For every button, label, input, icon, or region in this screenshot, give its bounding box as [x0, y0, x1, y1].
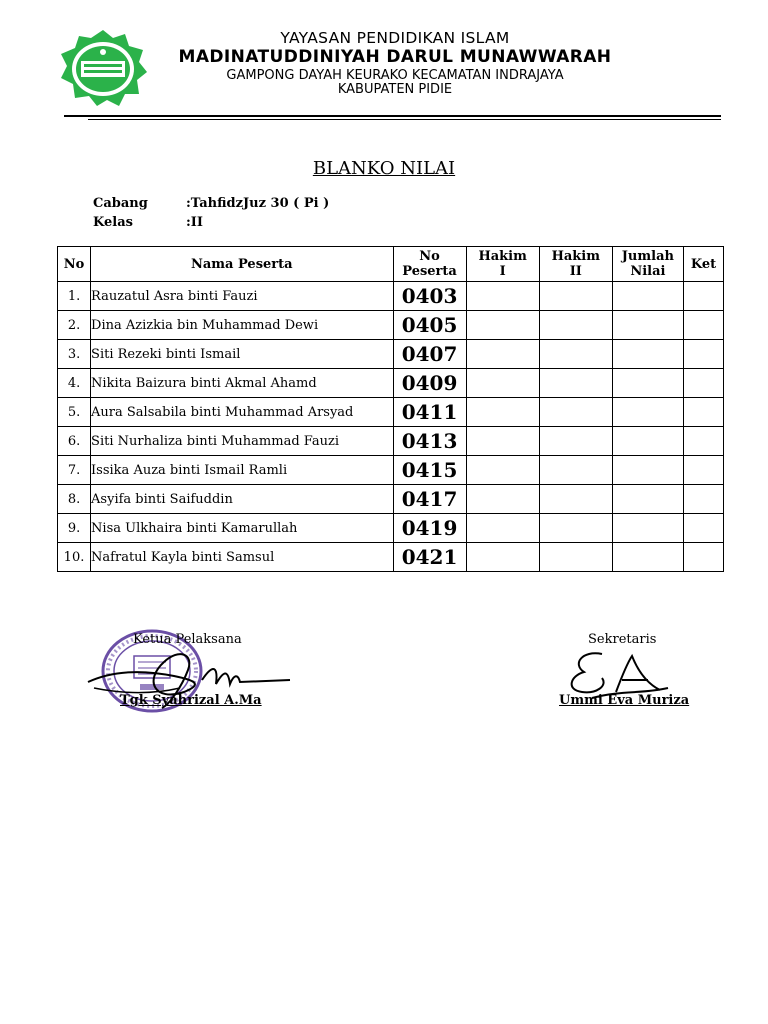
row-number: 8.: [58, 485, 91, 514]
participant-name: Asyifa binti Saifuddin: [91, 485, 393, 514]
school-emblem-icon: [57, 28, 149, 108]
row-number: 7.: [58, 456, 91, 485]
score-total: [612, 282, 683, 311]
col-header-ket: Ket: [683, 247, 723, 282]
header-rule-thick: [64, 115, 721, 117]
score-hakim-1: [466, 282, 539, 311]
participant-name: Siti Nurhaliza binti Muhammad Fauzi: [91, 427, 393, 456]
table-row: [58, 311, 724, 340]
participant-name: Issika Auza binti Ismail Ramli: [91, 456, 393, 485]
participant-number: 0405: [393, 311, 466, 340]
participant-name: Aura Salsabila binti Muhammad Arsyad: [91, 398, 393, 427]
row-number: 5.: [58, 398, 91, 427]
table-row: [58, 485, 724, 514]
col-header-no: No: [58, 247, 91, 282]
col-header-jumlah: Jumlah Nilai: [612, 247, 683, 282]
remarks: [683, 514, 723, 543]
kelas-label: Kelas: [93, 215, 133, 230]
participant-name: Dina Azizkia bin Muhammad Dewi: [91, 311, 393, 340]
score-hakim-1: [466, 456, 539, 485]
cabang-label: Cabang: [93, 196, 148, 211]
school-name: MADINATUDDINIYAH DARUL MUNAWWARAH: [178, 47, 612, 67]
score-total: [612, 543, 683, 572]
table-row: [58, 340, 724, 369]
participant-name: Rauzatul Asra binti Fauzi: [91, 282, 393, 311]
score-hakim-1: [466, 427, 539, 456]
remarks: [683, 543, 723, 572]
score-hakim-1: [466, 543, 539, 572]
score-hakim-2: [539, 282, 612, 311]
document-title: BLANKO NILAI: [312, 158, 456, 179]
remarks: [683, 282, 723, 311]
row-number: 1.: [58, 282, 91, 311]
table-row: [58, 427, 724, 456]
remarks: [683, 427, 723, 456]
score-total: [612, 427, 683, 456]
chairman-label: Ketua Pelaksana: [133, 632, 242, 647]
kelas-value: :II: [186, 215, 203, 230]
table-header-row: [58, 247, 724, 282]
participant-name: Siti Rezeki binti Ismail: [91, 340, 393, 369]
score-hakim-1: [466, 514, 539, 543]
row-number: 4.: [58, 369, 91, 398]
row-number: 9.: [58, 514, 91, 543]
score-hakim-2: [539, 485, 612, 514]
score-table: [57, 246, 724, 572]
score-total: [612, 485, 683, 514]
cabang-value: :TahfidzJuz 30 ( Pi ): [186, 196, 330, 211]
score-hakim-2: [539, 340, 612, 369]
participant-number: 0421: [393, 543, 466, 572]
score-total: [612, 369, 683, 398]
remarks: [683, 369, 723, 398]
secretary-label: Sekretaris: [588, 632, 657, 647]
score-hakim-1: [466, 485, 539, 514]
participant-name: Nisa Ulkhaira binti Kamarullah: [91, 514, 393, 543]
row-number: 3.: [58, 340, 91, 369]
remarks: [683, 485, 723, 514]
participant-number: 0419: [393, 514, 466, 543]
score-hakim-1: [466, 311, 539, 340]
participant-number: 0411: [393, 398, 466, 427]
score-total: [612, 456, 683, 485]
score-total: [612, 398, 683, 427]
col-header-hakim-1: Hakim I: [466, 247, 539, 282]
table-row: [58, 398, 724, 427]
chairman-name: Tgk Syahrizal A.Ma: [120, 693, 262, 708]
participant-number: 0415: [393, 456, 466, 485]
secretary-name: Ummi Eva Muriza: [559, 693, 690, 708]
participant-number: 0407: [393, 340, 466, 369]
table-row: [58, 282, 724, 311]
score-hakim-2: [539, 369, 612, 398]
score-hakim-2: [539, 543, 612, 572]
row-number: 6.: [58, 427, 91, 456]
table-row: [58, 543, 724, 572]
participant-number: 0413: [393, 427, 466, 456]
score-hakim-1: [466, 398, 539, 427]
participant-number: 0417: [393, 485, 466, 514]
score-hakim-2: [539, 311, 612, 340]
score-hakim-1: [466, 369, 539, 398]
participant-number: 0403: [393, 282, 466, 311]
regency-line: KABUPATEN PIDIE: [337, 82, 453, 97]
row-number: 2.: [58, 311, 91, 340]
foundation-name: YAYASAN PENDIDIKAN ISLAM: [280, 29, 510, 47]
score-total: [612, 311, 683, 340]
table-row: [58, 456, 724, 485]
table-row: [58, 514, 724, 543]
col-header-nama: Nama Peserta: [91, 247, 393, 282]
table-row: [58, 369, 724, 398]
col-header-hakim-2: Hakim II: [539, 247, 612, 282]
participant-name: Nikita Baizura binti Akmal Ahamd: [91, 369, 393, 398]
remarks: [683, 340, 723, 369]
score-total: [612, 514, 683, 543]
score-hakim-1: [466, 340, 539, 369]
score-hakim-2: [539, 427, 612, 456]
score-total: [612, 340, 683, 369]
remarks: [683, 311, 723, 340]
col-header-no-peserta: No Peserta: [393, 247, 466, 282]
remarks: [683, 456, 723, 485]
address-line: GAMPONG DAYAH KEURAKO KECAMATAN INDRAJAYA: [226, 68, 564, 83]
score-hakim-2: [539, 514, 612, 543]
header-rule-thin: [88, 119, 721, 120]
score-hakim-2: [539, 456, 612, 485]
remarks: [683, 398, 723, 427]
participant-name: Nafratul Kayla binti Samsul: [91, 543, 393, 572]
participant-number: 0409: [393, 369, 466, 398]
row-number: 10.: [58, 543, 91, 572]
score-hakim-2: [539, 398, 612, 427]
